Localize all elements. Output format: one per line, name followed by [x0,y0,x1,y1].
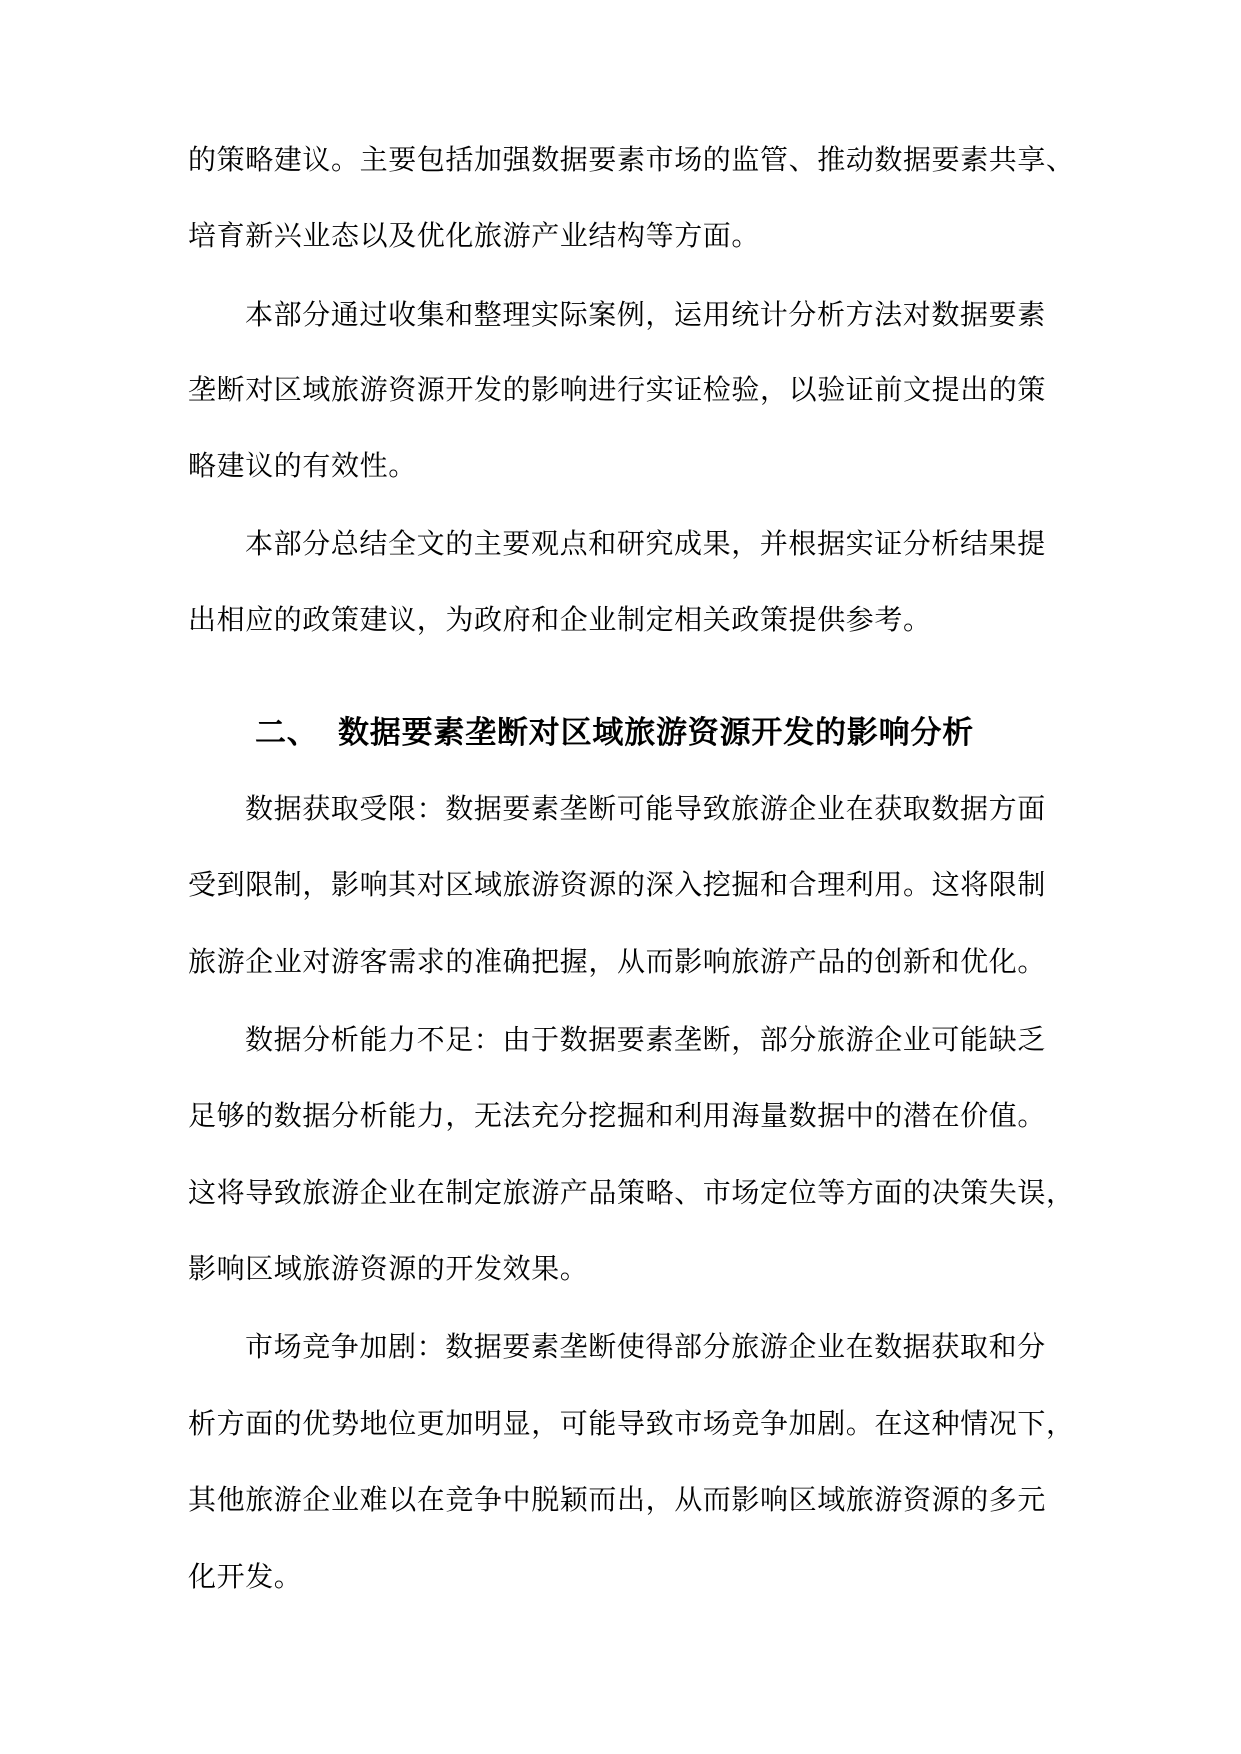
section-paragraph-1-line-2: 受到限制，影响其对区域旅游资源的深入挖掘和合理利用。这将限制 [188,868,1047,901]
section-paragraph-3-line-3: 其他旅游企业难以在竞争中脱颖而出，从而影响区域旅游资源的多元 [188,1483,1047,1516]
section-paragraph-3-line-2: 析方面的优势地位更加明显，可能导致市场竞争加剧。在这种情况下， [188,1407,1075,1440]
section-heading [255,711,1055,755]
section-paragraph-2-line-1: 数据分析能力不足：由于数据要素垄断，部分旅游企业可能缺乏 [245,1023,1046,1056]
section-paragraph-2-line-4: 影响区域旅游资源的开发效果。 [188,1252,589,1285]
section-paragraph-3-line-1: 市场竞争加剧：数据要素垄断使得部分旅游企业在数据获取和分 [245,1330,1046,1363]
paragraph-3-line-1: 本部分总结全文的主要观点和研究成果，并根据实证分析结果提 [245,527,1046,560]
paragraph-1-line-2: 培育新兴业态以及优化旅游产业结构等方面。 [188,219,761,252]
section-paragraph-2-line-3: 这将导致旅游企业在制定旅游产品策略、市场定位等方面的决策失误， [188,1176,1075,1209]
section-number: 二、 [255,715,319,751]
paragraph-2-line-2: 垄断对区域旅游资源开发的影响进行实证检验，以验证前文提出的策 [188,373,1047,406]
section-title: 数据要素垄断对区域旅游资源开发的影响分析 [338,715,974,751]
section-paragraph-3-line-4: 化开发。 [188,1560,303,1593]
paragraph-3-line-2: 出相应的政策建议，为政府和企业制定相关政策提供参考。 [188,603,932,636]
paragraph-1-line-1: 的策略建议。主要包括加强数据要素市场的监管、推动数据要素共享、 [188,143,1075,176]
paragraph-2-line-1: 本部分通过收集和整理实际案例，运用统计分析方法对数据要素 [245,298,1046,331]
section-paragraph-2-line-2: 足够的数据分析能力，无法充分挖掘和利用海量数据中的潜在价值。 [188,1099,1047,1132]
section-paragraph-1-line-1: 数据获取受限：数据要素垄断可能导致旅游企业在获取数据方面 [245,792,1046,825]
paragraph-2-line-3: 略建议的有效性。 [188,449,417,482]
section-paragraph-1-line-3: 旅游企业对游客需求的准确把握，从而影响旅游产品的创新和优化。 [188,945,1047,978]
